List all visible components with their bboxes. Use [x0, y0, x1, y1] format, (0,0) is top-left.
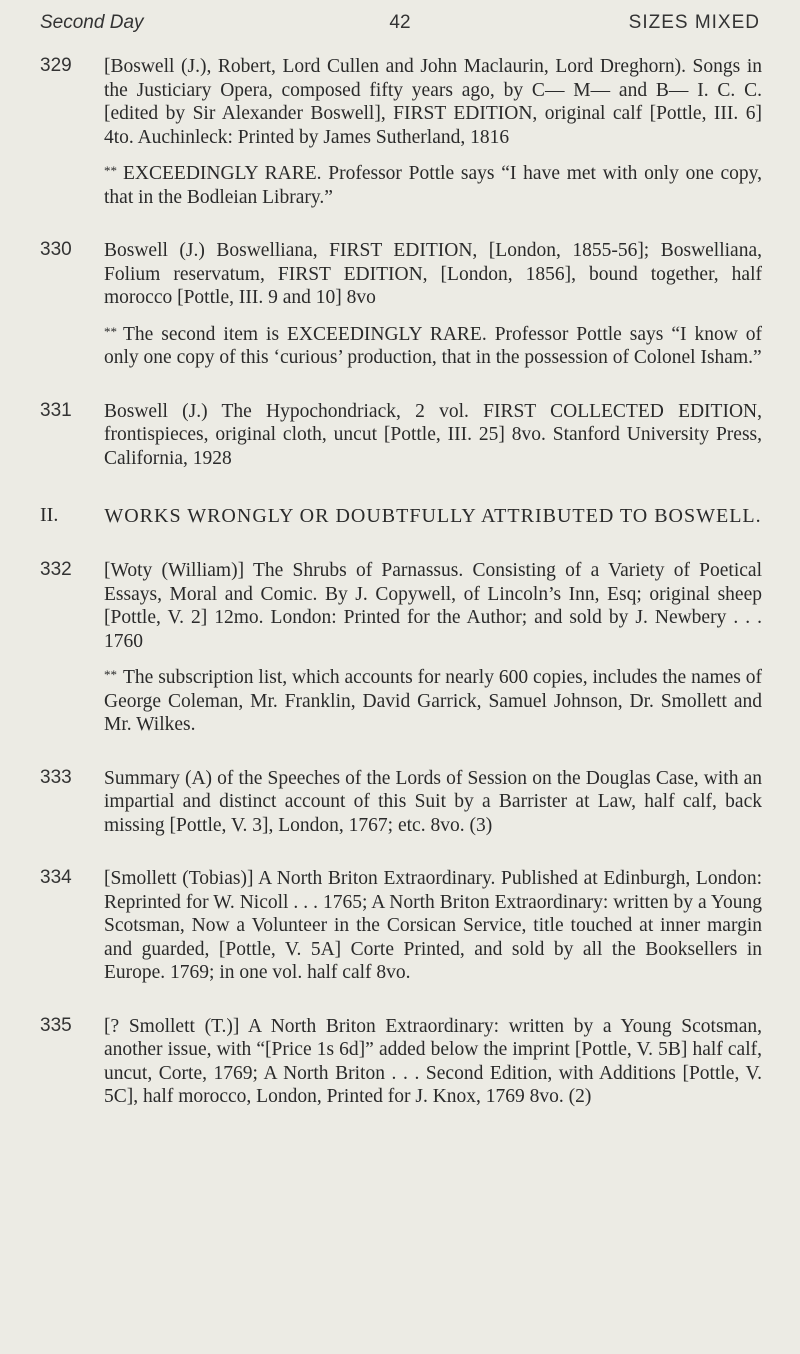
- catalogue-entry: [40, 239, 762, 370]
- catalogue-entry: [40, 559, 762, 737]
- note-marker: **: [104, 163, 117, 178]
- page-header: [40, 12, 760, 42]
- running-head-right: SIZES MIXED: [628, 12, 760, 33]
- lot-description: Boswell (J.) Boswelliana, FIRST EDITION, [London, 1855-56]; Boswelliana, Folium reservatum, FIRST EDITION, [London, 1856], bound together, half morocco [Pottle, III. 9 and 10] 8vo: [104, 240, 762, 308]
- page-number: 42: [389, 12, 411, 33]
- catalogue-entry: [40, 767, 762, 838]
- lot-note: [104, 159, 762, 209]
- lot-description: [? Smollett (T.)] A North Briton Extraordinary: written by a Young Scotsman, another issue, with “[Price 1s 6d]” added below the imprint [Pottle, V. 5B] half calf, uncut, Corte, 1769; A North Briton . . . Second Edition, with Additions [Pottle, V. 5C], half morocco, London, Printed for J. Knox, 1769 8vo. (2): [104, 1015, 762, 1107]
- lot-description: [Smollett (Tobias)] A North Briton Extraordinary. Published at Edinburgh, London: Reprinted for W. Nicoll . . . 1765; A North Briton Extraordinary: written by a Young Scotsman, Now a Volunteer in the Corsican Service, title touched at inner margin and guarded, [Pottle, V. 5A] Corte Printed, and sold by all the Booksellers in Europe. 1769; in one vol. half calf 8vo.: [104, 868, 762, 983]
- lot-description: Summary (A) of the Speeches of the Lords of Session on the Douglas Case, with an impartial and distinct account of this Suit by a Barrister at Law, half calf, back missing [Pottle, V. 3], London, 1767; etc. 8vo. (3): [104, 767, 762, 836]
- catalogue-body: [40, 55, 762, 1135]
- catalogue-entry: [40, 1015, 762, 1109]
- catalogue-entry: [40, 55, 762, 209]
- lot-number: 334: [40, 867, 72, 888]
- catalogue-entry: [40, 400, 762, 471]
- note-marker: **: [104, 323, 117, 339]
- lot-number: 333: [40, 766, 72, 788]
- lot-note: [104, 320, 762, 370]
- section-title: WORKS WRONGLY OR DOUBTFULLY ATTRIBUTED TO BOSWELL.: [104, 505, 762, 527]
- section-heading: [40, 504, 762, 529]
- lot-note: [104, 663, 762, 737]
- lot-number: 331: [40, 399, 72, 421]
- lot-number: 335: [40, 1014, 72, 1036]
- running-head-left: Second Day: [40, 12, 144, 33]
- section-number: II.: [40, 504, 59, 526]
- note-text: The second item is EXCEEDINGLY RARE. Professor Pottle says “I know of only one copy of this ‘curious’ production, that in the possession of Colonel Isham.”: [104, 323, 762, 368]
- lot-description: [Woty (William)] The Shrubs of Parnassus. Consisting of a Variety of Poetical Essays, Moral and Comic. By J. Copywell, of Lincoln’s Inn, Esq; original sheep [Pottle, V. 2] 12mo. London: Printed for the Author; and sold by J. Newbery . . . 1760: [104, 560, 762, 652]
- lot-number: 330: [40, 239, 72, 260]
- lot-number: 332: [40, 559, 72, 580]
- lot-description: Boswell (J.) The Hypochondriack, 2 vol. FIRST COLLECTED EDITION, frontispieces, original cloth, uncut [Pottle, III. 25] 8vo. Stanford University Press, California, 1928: [104, 400, 762, 469]
- catalogue-entry: [40, 867, 762, 985]
- note-text: The subscription list, which accounts for nearly 600 copies, includes the names of George Coleman, Mr. Franklin, David Garrick, Samuel Johnson, Dr. Smollett and Mr. Wilkes.: [104, 667, 763, 735]
- lot-description: [Boswell (J.), Robert, Lord Cullen and John Maclaurin, Lord Dreghorn). Songs in the Justiciary Opera, composed fifty years ago, by C— M— and B— I. C. C. [edited by Sir Alexander Boswell], FIRST EDITION, original calf [Pottle, III. 6] 4to. Auchinleck: Printed by James Sutherland, 1816: [104, 56, 762, 148]
- lot-number: 329: [40, 55, 72, 76]
- note-text: EXCEEDINGLY RARE. Professor Pottle says “I have met with only one copy, that in the Bodleian Library.”: [104, 163, 762, 208]
- note-marker: **: [104, 667, 117, 682]
